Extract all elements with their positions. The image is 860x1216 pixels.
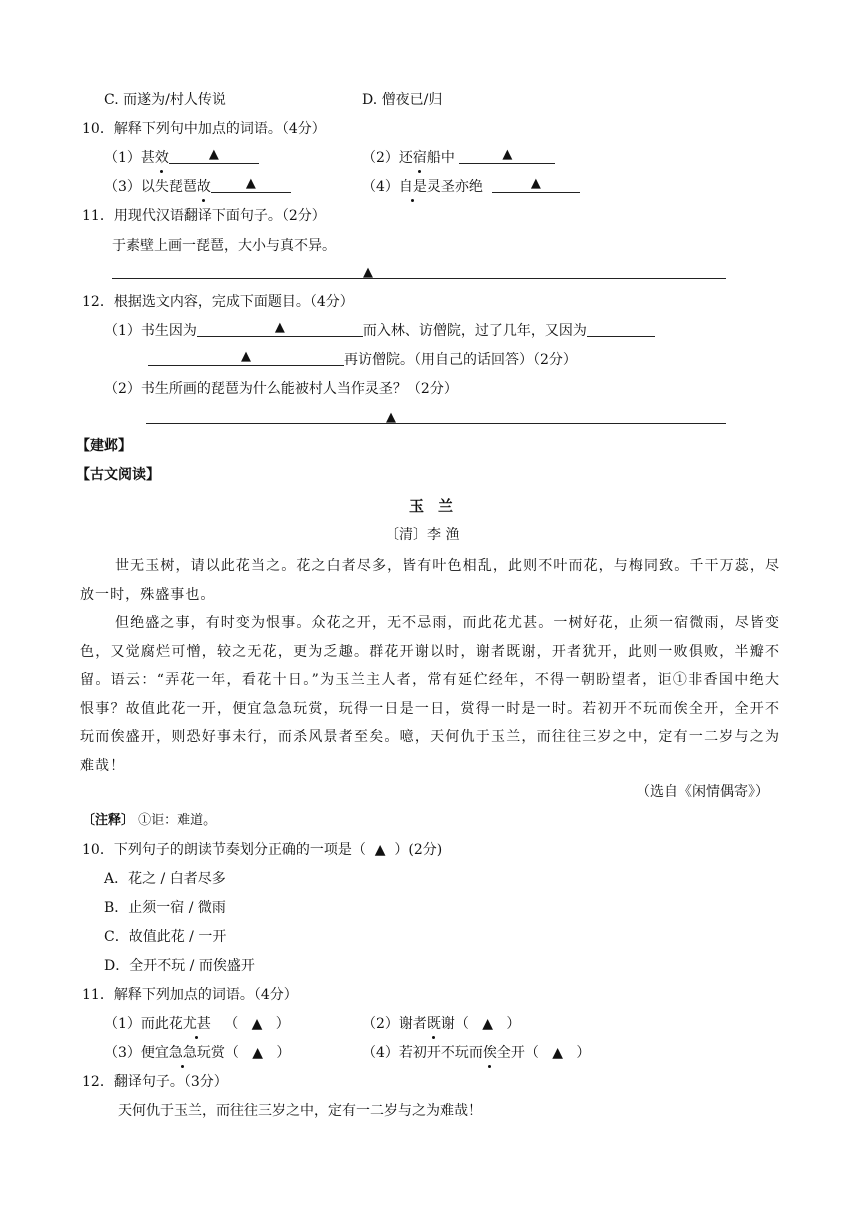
q10b-option-b: B．止须一宿 / 微雨 <box>104 900 226 916</box>
text-author: 〔清〕李 渔 <box>385 527 460 543</box>
q10b-stem: 10．下列句子的朗读节奏划分正确的一项是（ ▲ ）(2分) <box>82 842 443 858</box>
q12b-sentence: 天何仇于玉兰，而往往三岁之中，定有一二岁与之为难哉！ <box>118 1103 482 1119</box>
q11b-item-2: （2）谢者既谢（ ▲ ） <box>362 1016 521 1032</box>
answer-marker: ▲ <box>502 147 513 162</box>
q11b-stem: 11．解释下列加点的词语。（4分） <box>82 987 298 1003</box>
q12a-part1-line2: ▲ 再访僧院。（用自己的话回答）（2分） <box>148 350 577 370</box>
answer-marker: ▲ <box>252 1045 264 1061</box>
q10b-option-a: A．花之 / 白者尽多 <box>104 871 226 887</box>
q10b-option-c: C．故值此花 / 一开 <box>104 929 227 945</box>
q12a-part1-line1: （1）书生因为 ▲ 而入林、访僧院，过了几年，又因为 <box>104 321 655 341</box>
text-source: （选自《闲情偶寄》） <box>636 784 769 800</box>
answer-marker: ▲ <box>241 349 251 364</box>
q10a-item-2: （2）还宿船中 ▲ <box>362 148 555 168</box>
answer-marker: ▲ <box>208 147 219 162</box>
answer-marker: ▲ <box>374 842 386 858</box>
q12b-stem: 12．翻译句子。（3分） <box>82 1074 228 1090</box>
q10a-item-3: （3）以失琵琶故 ▲ <box>104 177 291 197</box>
answer-marker: ▲ <box>363 265 373 280</box>
q12a-stem: 12．根据选文内容，完成下面题目。（4分） <box>82 294 354 310</box>
section-type: 【古文阅读】 <box>76 467 160 483</box>
q11b-item-4: （4）若初开不玩而俟全开（ ▲ ） <box>362 1045 591 1061</box>
answer-marker: ▲ <box>245 176 256 191</box>
q10b-option-d: D．全开不玩 / 而俟盛开 <box>104 958 255 974</box>
answer-marker: ▲ <box>552 1045 564 1061</box>
annotation: 〔注释〕 ①讵：难道。 <box>82 813 217 828</box>
answer-marker: ▲ <box>251 1016 263 1032</box>
option-c: C. 而遂为/村人传说 <box>104 92 226 108</box>
answer-line <box>146 423 726 424</box>
text-paragraph-1: 世无玉树，请以此花当之。花之白者尽多，皆有叶色相乱，此则不叶而花，与梅同致。千干万蕊，尽放一时，殊盛事也。 <box>80 558 780 603</box>
answer-marker: ▲ <box>482 1016 494 1032</box>
q10a-item-1: （1）甚效 ▲ <box>104 148 259 168</box>
q11b-item-1: （1）而此花尤甚 （ ▲ ） <box>104 1016 290 1032</box>
q11a-sentence: 于素壁上画一琵琶，大小与真不异。 <box>112 238 336 254</box>
q12a-part2: （2）书生所画的琵琶为什么能被村人当作灵圣？（2分） <box>104 381 458 397</box>
q10a-stem: 10．解释下列句中加点的词语。（4分） <box>82 121 326 137</box>
answer-marker: ▲ <box>386 410 396 425</box>
q11a-stem: 11．用现代汉语翻译下面句子。（2分） <box>82 208 326 224</box>
text-paragraph-2: 但绝盛之事，有时变为恨事。众花之开，无不忌雨，而此花尤甚。一树好花，止须一宿微雨，尽皆变色，又觉腐烂可憎，较之无花，更为乏趣。群花开谢以时，谢者既谢，开者犹开，此则一败俱败，半瓣不留。语云：“弄花一年，看花十日。”为玉兰主人者，常有延伫经年，不得一朝盼望者，讵①非香国中绝大恨事？故值此花一开，便宜急急玩赏，玩得一日是一日，赏得一时是一时。若初开不玩而俟全开，全开不玩而俟盛开，则恐好事未行，而杀风景者至矣。噫，天何仇于玉兰，而往往三岁之中，定有一二岁与之为难哉！ <box>80 615 780 774</box>
text-title: 玉兰 <box>409 497 468 515</box>
answer-marker: ▲ <box>274 320 285 335</box>
q11b-item-3: （3）便宜急急玩赏（ ▲ ） <box>104 1045 291 1061</box>
section-city: 【建邺】 <box>76 438 132 454</box>
q10a-item-4: （4）自是灵圣亦绝 ▲ <box>362 177 580 197</box>
answer-marker: ▲ <box>530 176 541 191</box>
answer-line <box>112 278 726 279</box>
option-d: D. 僧夜已/归 <box>362 92 443 108</box>
